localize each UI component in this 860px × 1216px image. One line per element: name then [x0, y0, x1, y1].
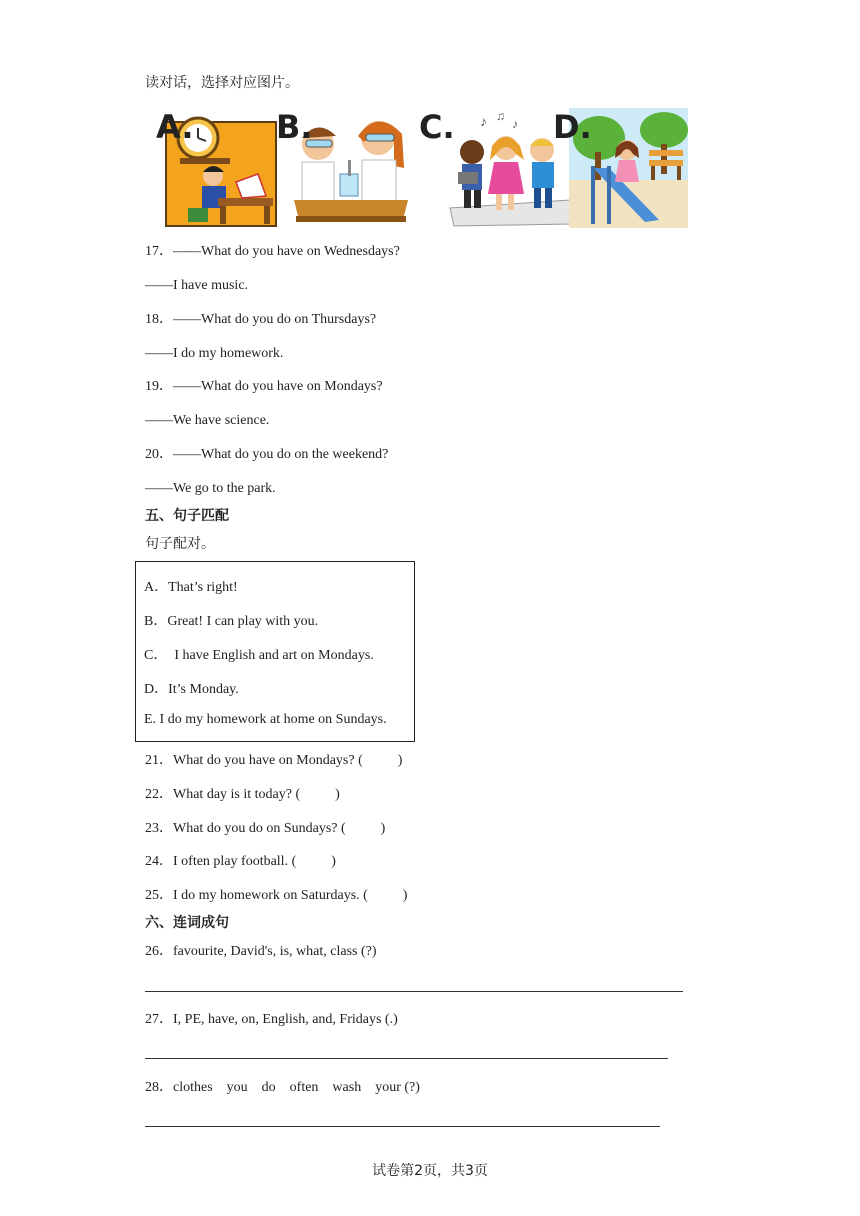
question-25: 25．I do my homework on Saturdays. ( )	[145, 888, 408, 903]
dialog-20-question: 20．——What do you do on the weekend?	[145, 447, 389, 462]
answer-line-26	[145, 991, 683, 992]
option-d: D．It’s Monday.	[144, 682, 239, 697]
option-e: E. I do my homework at home on Sundays.	[144, 712, 387, 727]
dialog-17-answer: ——I have music.	[145, 278, 249, 293]
dialog-19-question: 19．——What do you have on Mondays?	[145, 379, 383, 394]
dialog-18-question: 18．——What do you do on Thursdays?	[145, 312, 377, 327]
page-footer: 试卷第2页，共3页	[372, 1163, 488, 1179]
svg-text:♫: ♫	[496, 109, 505, 123]
section-6-title: 六、连词成句	[145, 915, 229, 931]
question-22: 22．What day is it today? ( )	[145, 787, 340, 802]
dialog-19-answer: ——We have science.	[145, 413, 270, 428]
question-23: 23．What do you do on Sundays? ( )	[145, 821, 386, 836]
dialog-instruction: 读对话，选择对应图片。	[145, 75, 299, 91]
question-27: 27．I, PE, have, on, English, and, Fridays (.)	[145, 1012, 398, 1027]
picture-letter-c: C.	[419, 108, 455, 146]
dialog-20-answer: ——We go to the park.	[145, 481, 276, 496]
dialog-18-answer: ——I do my homework.	[145, 346, 284, 361]
option-b: B．Great! I can play with you.	[144, 614, 319, 629]
answer-line-27	[145, 1058, 668, 1059]
question-21: 21．What do you have on Mondays? ( )	[145, 753, 403, 768]
picture-letter-a: A.	[156, 108, 194, 146]
question-26: 26．favourite, David's, is, what, class (?)	[145, 944, 377, 959]
picture-letter-b: B.	[276, 108, 313, 146]
question-24: 24．I often play football. ( )	[145, 854, 336, 869]
section-5-title: 五、句子匹配	[145, 508, 229, 524]
option-c: C． I have English and art on Mondays.	[144, 648, 374, 663]
section-5-instruction: 句子配对。	[145, 536, 215, 552]
option-a: A．That’s right!	[144, 580, 238, 595]
answer-line-28	[145, 1126, 660, 1127]
dialog-17-question: 17．——What do you have on Wednesdays?	[145, 244, 400, 259]
question-28: 28．clothes you do often wash your (?)	[145, 1080, 420, 1095]
svg-text:♪: ♪	[512, 117, 518, 131]
svg-text:♪: ♪	[480, 115, 487, 130]
picture-letter-d: D.	[553, 108, 592, 146]
